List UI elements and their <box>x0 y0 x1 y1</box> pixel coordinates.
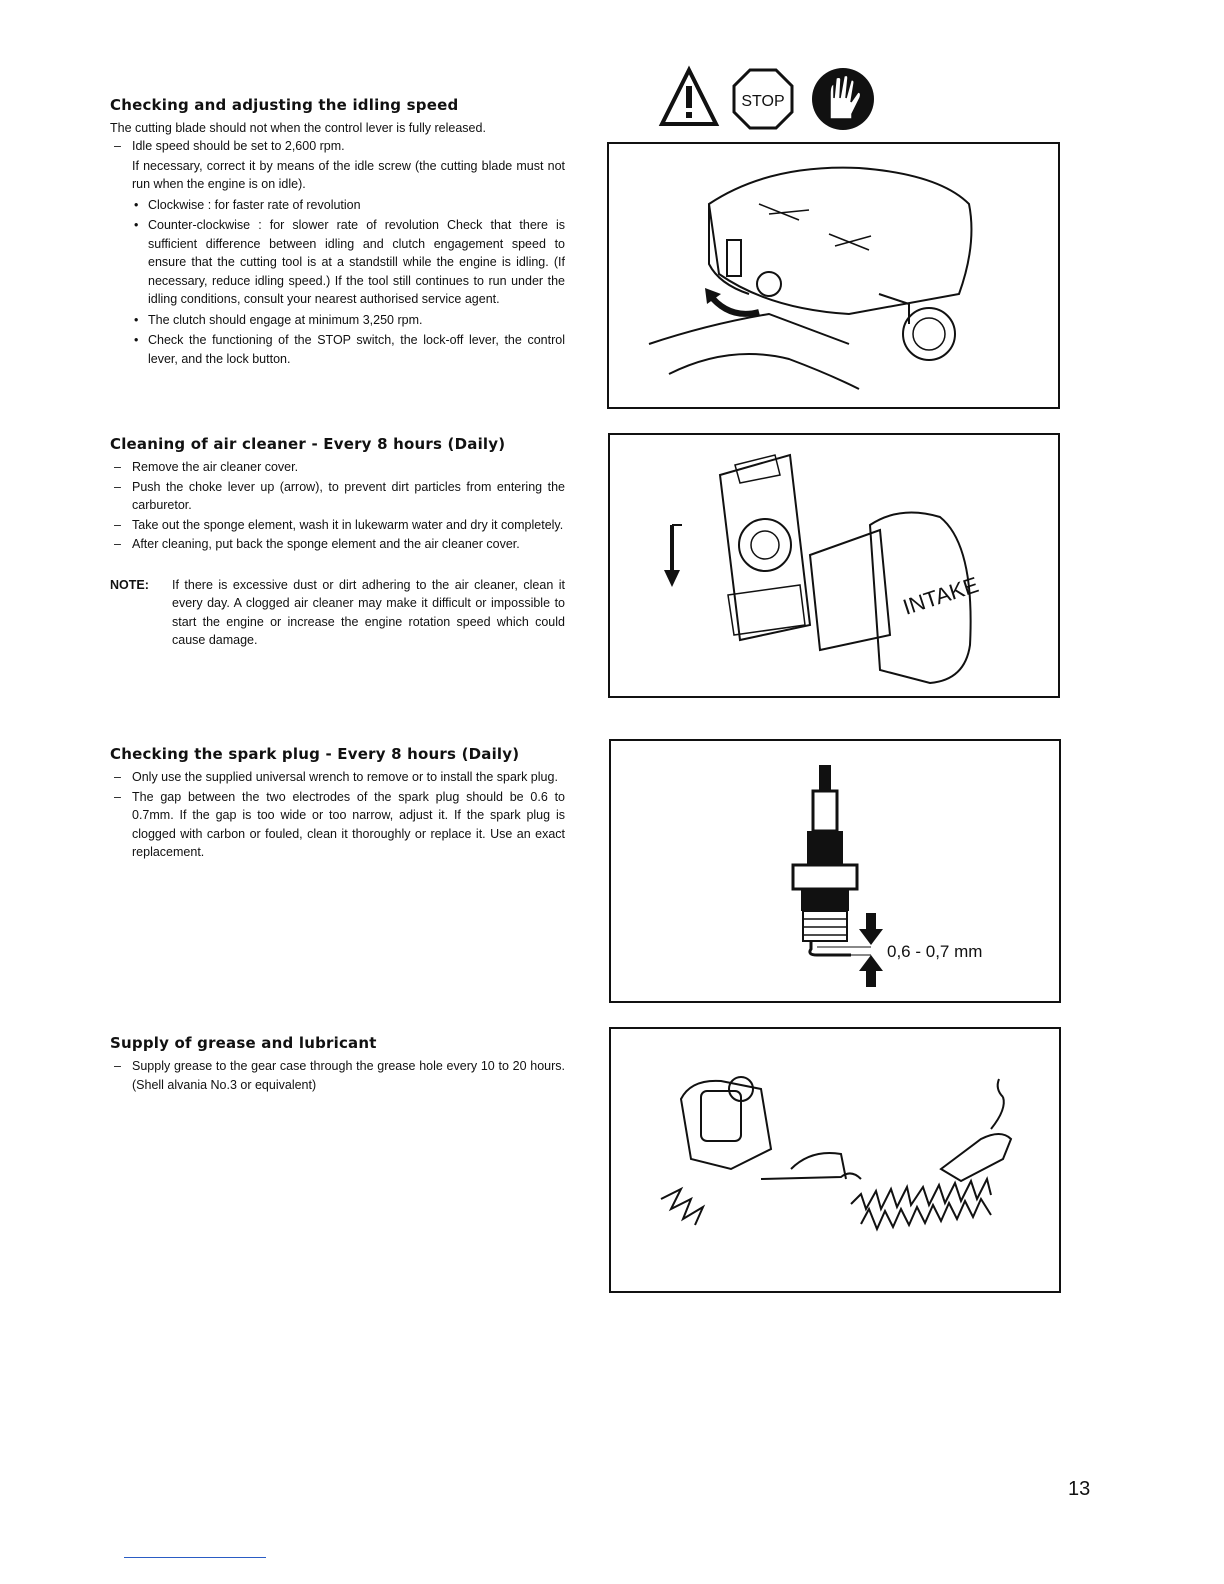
section-title-air-cleaner: Cleaning of air cleaner - Every 8 hours (Daily) <box>110 435 506 453</box>
section-idling-speed <box>110 96 565 368</box>
section-title-grease: Supply of grease and lubricant <box>110 1034 377 1052</box>
section-grease <box>110 1034 565 1095</box>
idling-intro: The cutting blade should not when the control lever is fully released. <box>110 121 486 135</box>
section-title-idling: Checking and adjusting the idling speed <box>110 96 459 114</box>
figure-idle-screw <box>607 142 1060 409</box>
idle-speed-item: – Idle speed should be set to 2,600 rpm. <box>110 137 565 156</box>
safety-icons <box>658 64 888 136</box>
spark-plug-item: – The gap between the two electrodes of the spark plug should be 0.6 to 0.7mm. If the gap is too wide or too narrow, adjust it. If the spark plug is clogged with carbon or fouled, clean it thoroughly or replace it. Use an exact replacement. <box>110 788 565 862</box>
air-cleaner-item: – Push the choke lever up (arrow), to prevent dirt particles from entering the carburetor. <box>110 478 565 515</box>
idle-screw-illustration <box>609 144 1058 407</box>
page-number: 13 <box>1068 1478 1091 1500</box>
idle-screw-note: If necessary, correct it by means of the idle screw (the cutting blade must not run when the engine is on idle). <box>132 158 565 191</box>
footer-rule <box>124 1557 266 1558</box>
figure-grease <box>609 1027 1061 1293</box>
section-air-cleaner <box>110 435 565 650</box>
air-cleaner-item: – Remove the air cleaner cover. <box>110 458 565 477</box>
gloves-icon <box>812 68 874 130</box>
grease-item: – Supply grease to the gear case through the grease hole every 10 to 20 hours. (Shell alvania No.3 or equivalent) <box>110 1057 565 1094</box>
gap-measurement-label: 0,6 - 0,7 mm <box>887 942 983 961</box>
grease-illustration <box>611 1029 1059 1291</box>
bullet-stop-switch: • Check the functioning of the STOP switch, the lock-off lever, the control lever, and the lock button. <box>110 331 565 368</box>
section-title-spark-plug: Checking the spark plug - Every 8 hours (Daily) <box>110 745 520 763</box>
bullet-counter-clockwise: • Counter-clockwise : for slower rate of revolution Check that there is sufficient difference between idling and clutch engagement speed to ensure that the cutting tool is at a standstill while the engine is idling. (If necessary, reduce idling speed.) If the tool still continues to run under the idling conditions, consult your nearest authorised service agent. <box>110 216 565 309</box>
air-cleaner-item: – Take out the sponge element, wash it in lukewarm water and dry it completely. <box>110 516 565 535</box>
note-label: NOTE: <box>110 577 149 592</box>
intake-label: INTAKE <box>899 571 982 620</box>
figure-air-cleaner <box>608 433 1060 698</box>
stop-sign-icon <box>734 70 792 128</box>
spark-plug-illustration <box>611 741 1059 1001</box>
bullet-clockwise: • Clockwise : for faster rate of revolution <box>110 196 565 215</box>
figure-spark-plug <box>609 739 1061 1003</box>
spark-plug-item: – Only use the supplied universal wrench to remove or to install the spark plug. <box>110 768 565 787</box>
note-text: If there is excessive dust or dirt adhering to the air cleaner, clean it every day. A clogged air cleaner may make it difficult or impossible to start the engine or increase the engine rotation speed which could cause damage. <box>172 577 565 647</box>
air-cleaner-illustration <box>610 435 1058 696</box>
bullet-clutch: • The clutch should engage at minimum 3,250 rpm. <box>110 311 565 330</box>
air-cleaner-note <box>110 576 565 650</box>
warning-triangle-icon <box>662 70 716 124</box>
air-cleaner-item: – After cleaning, put back the sponge element and the air cleaner cover. <box>110 535 565 554</box>
stop-sign-text: STOP <box>741 93 785 110</box>
section-spark-plug <box>110 745 565 863</box>
